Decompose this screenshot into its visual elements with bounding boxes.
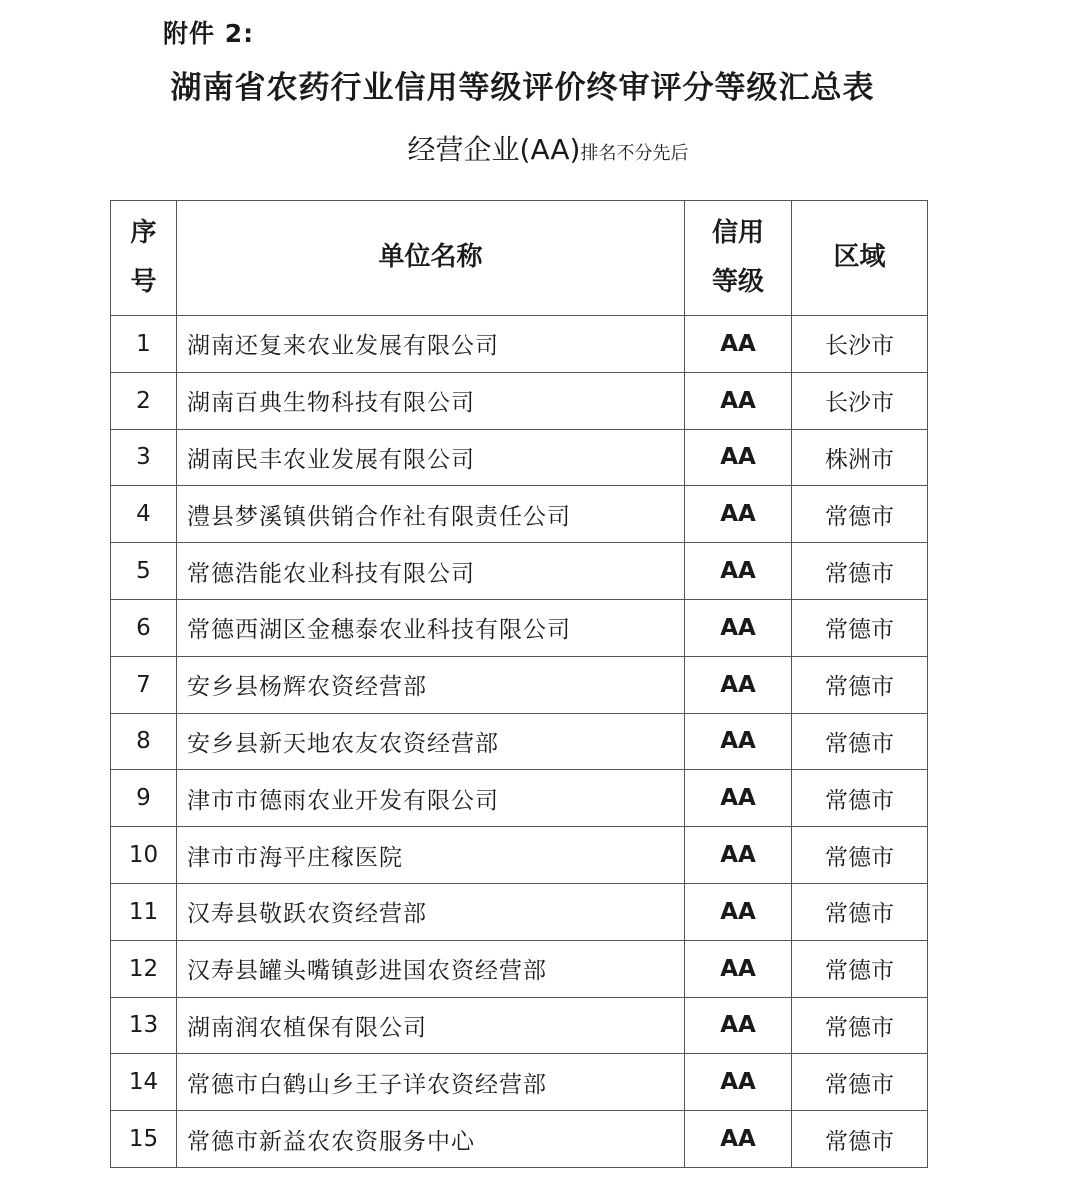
cell-seq: 9 [111, 770, 177, 827]
cell-region: 常德市 [792, 713, 928, 770]
cell-credit-grade: AA [685, 486, 792, 543]
cell-seq: 1 [111, 316, 177, 373]
table-row [111, 599, 928, 656]
cell-credit-grade: AA [685, 543, 792, 600]
cell-company-name: 安乡县新天地农友农资经营部 [177, 713, 685, 770]
cell-seq: 8 [111, 713, 177, 770]
cell-company-name: 常德西湖区金穗泰农业科技有限公司 [177, 599, 685, 656]
cell-credit-grade: AA [685, 1054, 792, 1111]
cell-company-name: 常德市白鹤山乡王子详农资经营部 [177, 1054, 685, 1111]
header-seq-line2: 号 [130, 267, 157, 297]
cell-company-name: 常德市新益农农资服务中心 [177, 1111, 685, 1168]
cell-seq: 4 [111, 486, 177, 543]
cell-company-name: 澧县梦溪镇供销合作社有限责任公司 [177, 486, 685, 543]
table-row [111, 997, 928, 1054]
cell-seq: 6 [111, 599, 177, 656]
cell-region: 常德市 [792, 997, 928, 1054]
table-row [111, 316, 928, 373]
table-row [111, 770, 928, 827]
header-region: 区域 [792, 201, 928, 316]
cell-seq: 14 [111, 1054, 177, 1111]
table-row [111, 940, 928, 997]
cell-region: 常德市 [792, 599, 928, 656]
cell-region: 常德市 [792, 940, 928, 997]
table-row [111, 429, 928, 486]
subtitle-note: 排名不分先后 [580, 143, 689, 164]
cell-region: 常德市 [792, 1111, 928, 1168]
cell-seq: 13 [111, 997, 177, 1054]
cell-company-name: 常德浩能农业科技有限公司 [177, 543, 685, 600]
cell-company-name: 津市市德雨农业开发有限公司 [177, 770, 685, 827]
cell-seq: 12 [111, 940, 177, 997]
cell-region: 常德市 [792, 486, 928, 543]
cell-region: 常德市 [792, 656, 928, 713]
cell-credit-grade: AA [685, 827, 792, 884]
cell-seq: 2 [111, 372, 177, 429]
cell-region: 株洲市 [792, 429, 928, 486]
table-row [111, 543, 928, 600]
table-row [111, 1054, 928, 1111]
cell-company-name: 湖南润农植保有限公司 [177, 997, 685, 1054]
cell-region: 常德市 [792, 543, 928, 600]
cell-company-name: 湖南还复来农业发展有限公司 [177, 316, 685, 373]
attachment-label: 附件 2: [163, 19, 255, 48]
cell-seq: 11 [111, 883, 177, 940]
cell-seq: 7 [111, 656, 177, 713]
cell-seq: 3 [111, 429, 177, 486]
table-row [111, 372, 928, 429]
cell-credit-grade: AA [685, 429, 792, 486]
table-body [111, 316, 928, 1168]
cell-seq: 15 [111, 1111, 177, 1168]
header-grade [685, 201, 792, 316]
cell-company-name: 汉寿县罐头嘴镇彭进国农资经营部 [177, 940, 685, 997]
header-name: 单位名称 [177, 201, 685, 316]
cell-credit-grade: AA [685, 940, 792, 997]
cell-credit-grade: AA [685, 997, 792, 1054]
table-row [111, 827, 928, 884]
subtitle [0, 128, 1080, 168]
cell-seq: 10 [111, 827, 177, 884]
table-row [111, 656, 928, 713]
table-row [111, 1111, 928, 1168]
table-row [111, 883, 928, 940]
table-row [111, 713, 928, 770]
document-title: 湖南省农药行业信用等级评价终审评分等级汇总表 [170, 70, 875, 106]
cell-region: 长沙市 [792, 316, 928, 373]
cell-credit-grade: AA [685, 883, 792, 940]
header-seq [111, 201, 177, 316]
cell-company-name: 安乡县杨辉农资经营部 [177, 656, 685, 713]
cell-credit-grade: AA [685, 713, 792, 770]
cell-company-name: 汉寿县敬跃农资经营部 [177, 883, 685, 940]
table-header-row [111, 201, 928, 316]
header-grade-line2: 等级 [711, 267, 764, 297]
cell-credit-grade: AA [685, 656, 792, 713]
cell-credit-grade: AA [685, 770, 792, 827]
cell-credit-grade: AA [685, 1111, 792, 1168]
cell-credit-grade: AA [685, 372, 792, 429]
cell-region: 常德市 [792, 883, 928, 940]
cell-company-name: 湖南民丰农业发展有限公司 [177, 429, 685, 486]
credit-rating-table [110, 200, 928, 1168]
header-seq-line1: 序 [130, 217, 157, 248]
header-grade-line1: 信用 [711, 217, 764, 248]
table-row [111, 486, 928, 543]
cell-region: 长沙市 [792, 372, 928, 429]
cell-company-name: 湖南百典生物科技有限公司 [177, 372, 685, 429]
cell-seq: 5 [111, 543, 177, 600]
cell-company-name: 津市市海平庄稼医院 [177, 827, 685, 884]
cell-region: 常德市 [792, 770, 928, 827]
cell-credit-grade: AA [685, 599, 792, 656]
cell-region: 常德市 [792, 827, 928, 884]
cell-region: 常德市 [792, 1054, 928, 1111]
cell-credit-grade: AA [685, 316, 792, 373]
subtitle-main: 经营企业(AA) [407, 133, 581, 166]
